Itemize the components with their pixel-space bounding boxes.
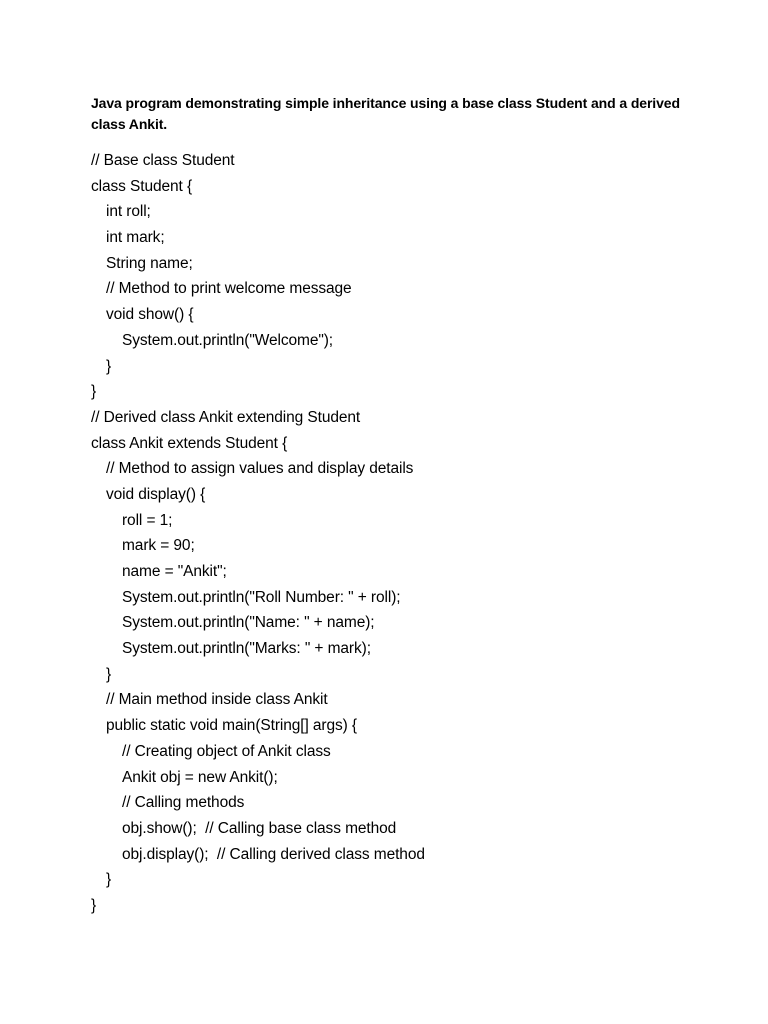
document-heading: Java program demonstrating simple inheritance using a base class Student and a derived class Ankit. [91,95,680,132]
code-line: // Derived class Ankit extending Student [91,408,361,426]
code-line: public static void main(String[] args) { [106,717,357,735]
code-line: } [106,871,112,889]
code-line: } [91,383,97,401]
code-line: name = "Ankit"; [122,563,227,580]
code-line: } [106,665,112,683]
code-line: System.out.println("Roll Number: " + roll); [122,588,401,606]
code-line: int mark; [106,229,165,247]
code-line: // Method to print welcome message [106,280,352,298]
code-line: System.out.println("Name: " + name); [122,614,375,632]
code-line: } [91,896,97,914]
code-line: // Calling methods [122,794,245,812]
code-line: // Main method inside class Ankit [106,691,328,709]
code-line: mark = 90; [122,537,195,555]
code-block [91,148,731,919]
code-line: // Method to assign values and display details [106,460,414,478]
code-line: // Base class Student [91,152,235,169]
code-line: // Creating object of Ankit class [122,742,331,760]
code-line: int roll; [106,203,151,221]
code-line: class Student { [91,177,193,195]
code-line: void show() { [106,306,194,324]
code-line: String name; [106,254,193,272]
code-line: System.out.println("Welcome"); [122,331,334,349]
code-line: obj.show(); // Calling base class method [122,819,397,837]
code-line: roll = 1; [122,511,173,529]
code-line: System.out.println("Marks: " + mark); [122,640,371,658]
code-line: } [106,357,112,375]
code-line: void display() { [106,485,206,503]
code-line: obj.display(); // Calling derived class method [122,845,425,863]
code-line: Ankit obj = new Ankit(); [122,768,278,786]
code-line: class Ankit extends Student { [91,434,288,452]
